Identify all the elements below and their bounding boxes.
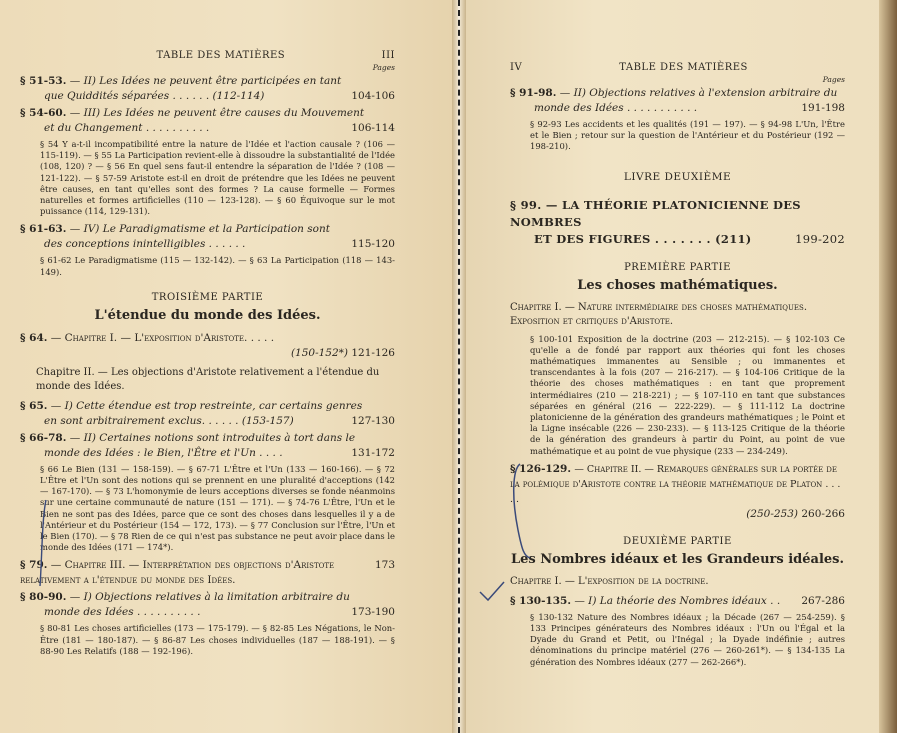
section-ref: § 126-129. (510, 462, 571, 475)
section-ref: § 80-90. (20, 591, 67, 604)
entry-title-cont: monde des Idées . . . . . . . . . . (44, 606, 201, 619)
part-label: TROISIÈME PARTIE (151, 291, 264, 303)
part-label: DEUXIÈME PARTIE (623, 535, 732, 547)
subsection-summary: § 61-62 Le Paradigmatisme (115 — 132-142). — § 63 La Participation (118 — 143-149). (40, 255, 395, 277)
entry-title: — II) Objections relatives à l'extension arbitraire du (559, 87, 838, 99)
page-header (20, 50, 395, 61)
page-range: 106-114 (351, 122, 395, 134)
chapter-heading: Chapitre I. — L'exposition de la doctrine. (510, 575, 709, 587)
toc-entry (20, 106, 395, 136)
entry-title: — II) Les Idées ne peuvent être participées en tant (69, 75, 342, 87)
part-label: PREMIÈRE PARTIE (624, 261, 731, 273)
section-ref: § 51-53. (20, 75, 67, 87)
entry-title: — IV) Le Paradigmatisme et la Participation sont (69, 223, 330, 236)
subsection-summary: § 66 Le Bien (131 — 158-159). — § 67-71 L'Être et l'Un (133 — 160-166). — § 72 L'Être et l'Un sont des notions qui se prennent en une pluralité d'acceptions (142 — 167-170). — § 73 L'homonymie de leurs acceptions diverses se fonde néanmoins sur une certaine communauté de nature (151 — 171). — § 74-76 L'Être, l'Un et le Bien ne sont pas des Idées, parce que ce sont des choses dans lesquelles il y a de l'Antérieur et du Postérieur (154 — 172, 173). — § 77 Conclusion sur l'Être, l'Un et le Bien (170). — § 78 Rien de ce qui n'est pas substance ne peut avoir place dans le monde des Idées (171 — 174*). (40, 463, 395, 553)
entry-title-cont: des conceptions inintelligibles . . . . . . (44, 238, 246, 251)
entry-title-cont: ET DES FIGURES . . . . . . . (211) (534, 231, 752, 246)
entry-title: — I) Cette étendue est trop restreinte, car certains genres (50, 399, 363, 412)
page-ref: (150-152*) (290, 346, 349, 359)
entry-title: — I) La théorie des Nombres idéaux . . (574, 594, 781, 607)
pages-label: Pages (822, 75, 845, 84)
entry-title: — I) Objections relatives à la limitation arbitraire du (69, 591, 350, 604)
page-number: III (381, 50, 395, 61)
toc-entry (510, 86, 845, 116)
chapter-title: — Chapitre III. — Interprétation des objections d'Aristote relativement a l'étendue du monde des Idées. (20, 559, 335, 587)
subsection-summary: § 80-81 Les choses artificielles (173 — 175-179). — § 82-85 Les Négations, le Non-Être (181 — 180-187). — § 86-87 Les choses individuelles (187 — 188-191). — § 88-90 Les Relatifs (188 — 192-196). (40, 623, 395, 656)
subsection-summary: § 130-132 Nature des Nombres idéaux ; la Décade (267 — 254-259). § 133 Principes générateurs des Nombres idéaux : l'Un ou l'Égal et la Dyade du Grand et Petit, ou l'Inégal ; la Dyade indéfinie ; autres dénominations du principe matériel (276 — 260-261*). — § 134-135 La génération des Nombres idéaux (277 — 262-266*). (530, 611, 845, 667)
subsection-summary: § 100-101 Exposition de la doctrine (203 — 212-215). — § 102-103 Ce qu'elle a de fondé par rapport aux théories qui font les choses mathématiques immanentes au Sensible ; ou immanentes et transcendantes à la fois (207 — 216-217). — § 104-106 Critique de la théorie des choses mathématiques : en tant que proprement intermédiaires (210 — 218-221) ; — § 107-110 en tant que substances séparées en général (216 — 222-229). — § 111-112 La doctrine platonicienne de la génération des grandeurs mathématiques ; le Point et la Ligne insécable (226 — 230-233). — § 113-125 Critique de la théorie de la génération des grandeurs à partir du Point, au point de vue mathématique et au point de vue physique (233 — 234-249). (530, 333, 845, 456)
section-ref: § 65. (20, 399, 48, 412)
toc-entry (20, 558, 395, 588)
page-range: 191-198 (801, 102, 845, 114)
page-number: IV (510, 62, 523, 73)
page-ref: (250-253) (746, 507, 799, 520)
part-title: L'étendue du monde des Idées. (94, 307, 321, 323)
section-ref: § 99. (510, 197, 542, 212)
chapter-title: — Chapitre II. — Remarques générales sur la portée de la polémique d'Aristote contre la théorie mathématique de Platon . . . . . (510, 463, 841, 505)
toc-entry (20, 399, 395, 429)
section-ref: § 61-63. (20, 223, 67, 236)
toc-entry (20, 590, 395, 620)
page-range: 260-266 (801, 507, 845, 520)
toc-entry (20, 222, 395, 252)
entry-title-cont: que Quiddités séparées . . . . . . (112-114) (44, 90, 265, 102)
page-divider (458, 0, 460, 733)
section-ref: § 64. (20, 331, 48, 344)
section-ref: § 79. (20, 559, 48, 572)
toc-entry (510, 462, 845, 522)
part-title: Les choses mathématiques. (577, 277, 778, 293)
page-range: 127-130 (351, 414, 395, 427)
page-header (510, 62, 845, 73)
section-ref: § 54-60. (20, 107, 67, 119)
entry-title-cont: monde des Idées : le Bien, l'Être et l'Un . . . . (44, 446, 283, 459)
page-range: 173 (374, 559, 395, 572)
page-edge (879, 0, 897, 733)
pages-label: Pages (372, 63, 395, 72)
entry-title: — III) Les Idées ne peuvent être causes du Mouvement (69, 107, 365, 119)
page-range: 115-120 (351, 238, 395, 251)
chapter-title: — Chapitre I. — L'exposition d'Aristote. . . . . (50, 331, 275, 344)
toc-entry (510, 594, 845, 609)
page-range: 104-106 (351, 90, 395, 102)
part-title: Les Nombres idéaux et les Grandeurs idéales. (510, 551, 845, 567)
entry-title: — LA THÉORIE PLATONICIENNE DES NOMBRES (510, 197, 801, 229)
toc-entry (510, 197, 845, 248)
chapter-heading: Chapitre II. — Les objections d'Aristote relativement a l'étendue du monde des Idées. (36, 366, 380, 392)
section-ref: § 130-135. (510, 594, 571, 607)
page-range: 199-202 (795, 231, 845, 246)
page-range: 131-172 (351, 446, 395, 459)
section-ref: § 91-98. (510, 87, 557, 99)
entry-title-cont: et du Changement . . . . . . . . . . (44, 122, 210, 134)
toc-entry (20, 74, 395, 104)
entry-title: — II) Certaines notions sont introduites à tort dans le (69, 431, 356, 444)
subsection-summary: § 54 Y a-t-il incompatibilité entre la nature de l'Idée et l'action causale ? (106 — 115-119). — § 55 La Participation revient-elle à dissoudre la substantialité de l'Idée (108, 120) ? — § 56 En quel sens faut-il entendre la séparation de l'Idée ? (108 — 121-122). — § 57-59 Aristote est-il en droit de prétendre que les Idées ne peuvent être causes, en tant qu'elles sont des formes ? La cause formelle — Formes naturelles et formes artificielles (110 — 123-128). — § 60 Équivoque sur le mot puissance (114, 129-131). (40, 139, 395, 217)
entry-title-cont: monde des Idées . . . . . . . . . . . (534, 102, 698, 114)
toc-entry (20, 331, 395, 361)
toc-entry (20, 431, 395, 461)
pencil-check-mark (478, 580, 508, 602)
book-heading: LIVRE DEUXIÈME (623, 170, 732, 183)
page-range: 173-190 (351, 606, 395, 619)
page-range: 267-286 (801, 594, 845, 607)
page-range: 121-126 (351, 346, 395, 359)
chapter-heading: Chapitre I. — Nature intermédiaire des choses mathématiques. Exposition et critiques d'Aristote. (510, 301, 808, 327)
subsection-summary: § 92-93 Les accidents et les qualités (191 — 197). — § 94-98 L'Un, l'Être et le Bien ; retour sur la question de l'Antérieur et du Postérieur (192 — 198-210). (530, 119, 845, 152)
running-title: TABLE DES MATIÈRES (156, 50, 286, 61)
section-ref: § 66-78. (20, 431, 67, 444)
running-title: TABLE DES MATIÈRES (619, 62, 748, 73)
entry-title-cont: en sont arbitrairement exclus. . . . . . (153-157) (44, 414, 294, 427)
right-page (466, 0, 897, 733)
